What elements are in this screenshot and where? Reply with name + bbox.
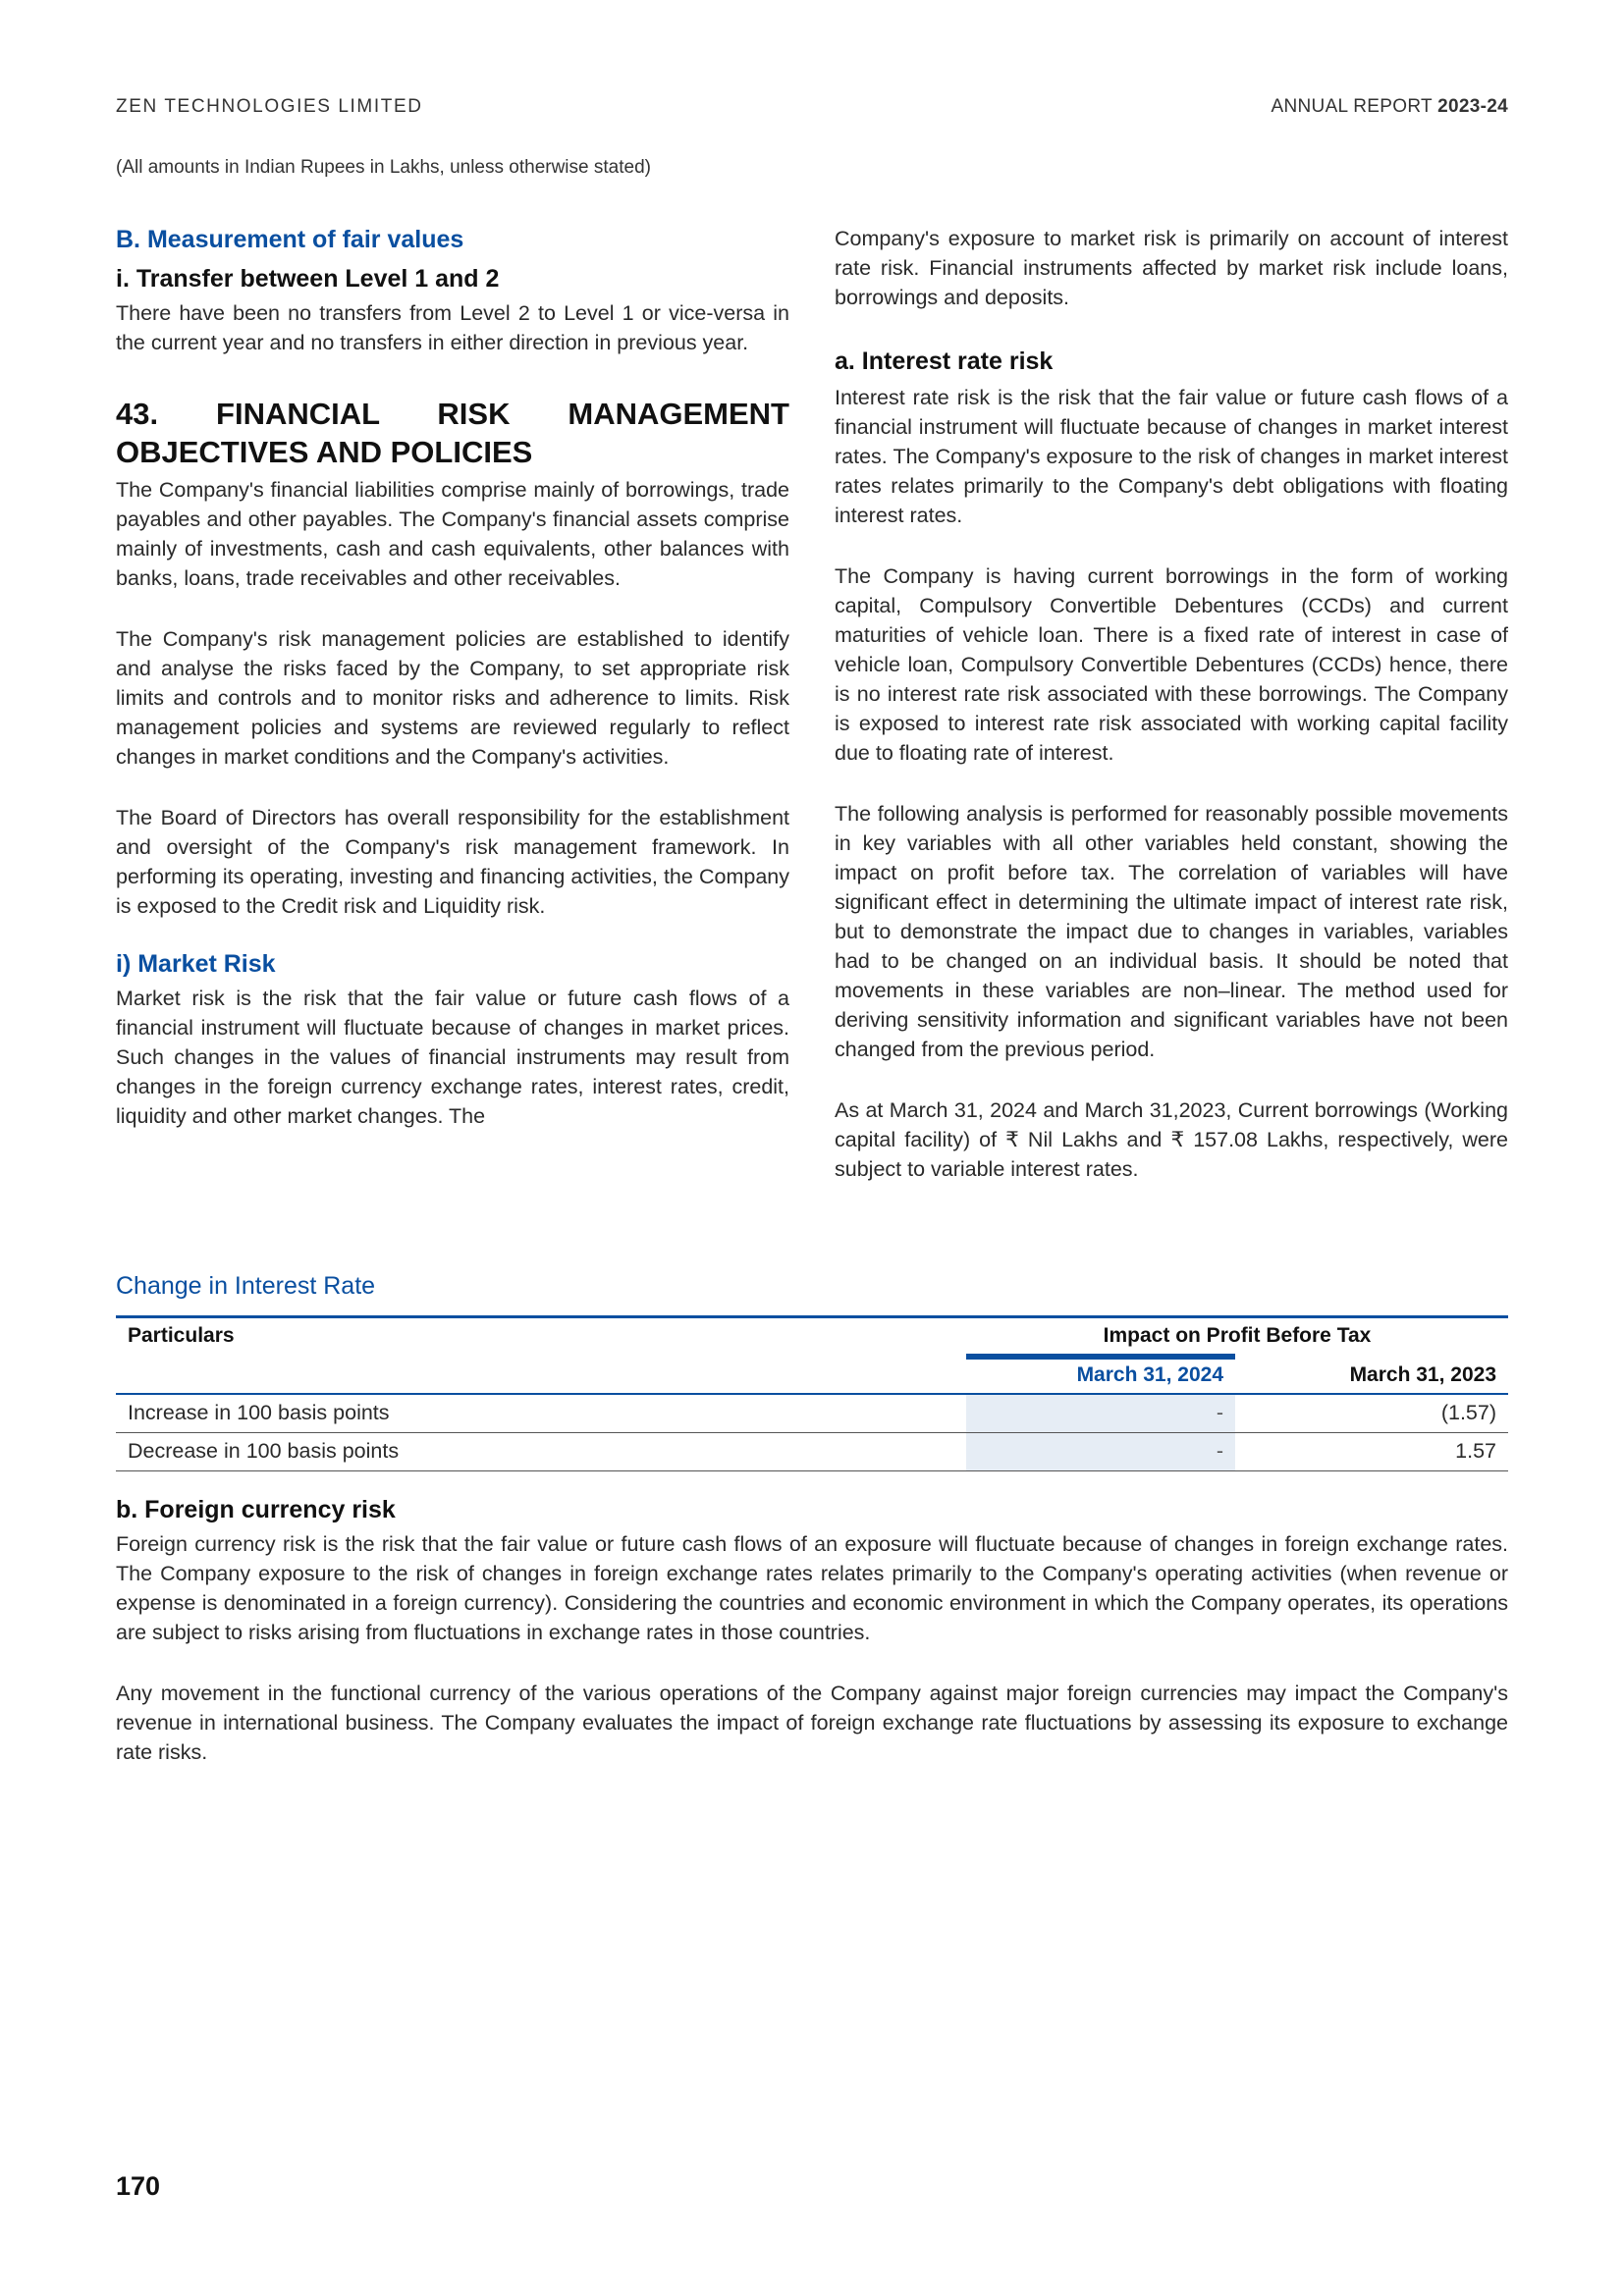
section-b-text: There have been no transfers from Level 2 to Level 1 or vice-versa in the current year and no transfers in either direction in previous year. — [116, 301, 789, 354]
table-header-row-2 — [116, 1356, 1508, 1395]
foreign-currency-title: b. Foreign currency risk — [116, 1496, 396, 1523]
section-43-line1: 43. FINANCIAL RISK MANAGEMENT — [116, 397, 789, 431]
amounts-note: (All amounts in Indian Rupees in Lakhs, unless otherwise stated) — [116, 157, 651, 178]
row-value-2023: (1.57) — [1440, 1401, 1496, 1424]
interest-rate-para-1: Interest rate risk is the risk that the fair value or future cash flows of a financial instrument will fluctuate because of changes in market interest rates. The Company's exposure to the risk of changes in market interest rates relates primarily to the Company's debt obligations with floating interest rates. — [835, 386, 1508, 527]
paragraph-board: The Board of Directors has overall responsibility for the establishment and oversight of the Company's risk management framework. In performing its operating, investing and financing activities, the Company is exposed to the Credit risk and Liquidity risk. — [116, 806, 789, 918]
row-value-2024-cell — [966, 1433, 1235, 1470]
interest-rate-risk-title: a. Interest rate risk — [835, 347, 1054, 375]
interest-rate-table — [116, 1315, 1508, 1471]
foreign-currency-para-2: Any movement in the functional currency of the various operations of the Company against major foreign currencies may impact the Company's revenue in international business. The Company evaluates the impact of foreign exchange rate fluctuations by assessing its exposure to exchange rate risks. — [116, 1682, 1508, 1764]
market-risk-text: Market risk is the risk that the fair value or future cash flows of a financial instrument will fluctuate because of changes in market prices. Such changes in the values of financial instruments may result from changes in the foreign currency exchange rates, interest rates, credit, liquidity and other market changes. The — [116, 987, 789, 1128]
section-b-title: B. Measurement of fair values — [116, 226, 464, 253]
report-title — [1272, 96, 1508, 118]
row-value-2024-cell — [966, 1395, 1235, 1432]
page-number: 170 — [116, 2171, 161, 2201]
table-header-row-1 — [116, 1318, 1508, 1356]
row-label: Decrease in 100 basis points — [128, 1439, 400, 1463]
table-title: Change in Interest Rate — [116, 1272, 376, 1300]
paragraph-liabilities: The Company's financial liabilities comprise mainly of borrowings, trade payables and other payables. The Company's financial assets comprise mainly of investments, cash and cash equivalents, other balances with banks, loans, trade receivables and other receivables. — [116, 478, 789, 590]
table-row — [116, 1395, 1508, 1433]
paragraph-risk-policies: The Company's risk management policies are established to identify and analyse the risks faced by the Company, to set appropriate risk limits and controls and to monitor risks and adherence to limits. Risk management policies and systems are reviewed regularly to reflect changes in market conditions and the Company's activities. — [116, 627, 789, 769]
table-row — [116, 1433, 1508, 1471]
report-year: 2023-24 — [1437, 96, 1508, 117]
market-risk-title: i) Market Risk — [116, 950, 276, 978]
section-43-heading — [116, 395, 789, 471]
interest-rate-para-3: The following analysis is performed for reasonably possible movements in key variables with all other variables held constant, showing the impact on profit before tax. The correlation of variables will have significant effect in determining the ultimate impact of interest rate risk, but to demonstrate the impact due to changes in variables, variables had to be changed on an individual basis. It should be noted that movements in these variables are non–linear. The method used for deriving sensitivity information and significant variables have not been changed from the previous period. — [835, 802, 1508, 1061]
header-march-2024: March 31, 2024 — [1076, 1363, 1223, 1386]
section-b-subtitle: i. Transfer between Level 1 and 2 — [116, 265, 500, 293]
section-43-line2: OBJECTIVES AND POLICIES — [116, 435, 533, 469]
right-column — [835, 224, 1508, 1184]
header-march-2023: March 31, 2023 — [1349, 1363, 1496, 1386]
interest-rate-para-2: The Company is having current borrowings in the form of working capital, Compulsory Convertible Debentures (CCDs) and current maturities of vehicle loan. There is a fixed rate of interest in case of vehicle loan, Compulsory Convertible Debentures (CCDs) hence, there is no interest rate risk associated with these borrowings. The Company is exposed to interest rate risk associated with working capital facility due to floating rate of interest. — [835, 564, 1508, 765]
row-value-2023: 1.57 — [1455, 1439, 1496, 1463]
row-label: Increase in 100 basis points — [128, 1401, 390, 1424]
report-label: ANNUAL REPORT — [1271, 96, 1438, 117]
company-name: ZEN TECHNOLOGIES LIMITED — [116, 96, 423, 117]
foreign-currency-section — [116, 1494, 1508, 1767]
row-value-2024: - — [1216, 1401, 1223, 1424]
header-impact: Impact on Profit Before Tax — [1103, 1324, 1372, 1347]
page-header — [116, 96, 1508, 122]
market-risk-continued: Company's exposure to market risk is primarily on account of interest rate risk. Financial instruments affected by market risk include loans, borrowings and deposits. — [835, 227, 1508, 309]
left-column — [116, 224, 789, 1131]
header-particulars: Particulars — [128, 1324, 235, 1347]
document-page — [116, 0, 1508, 2296]
row-value-2024: - — [1216, 1439, 1223, 1463]
foreign-currency-para-1: Foreign currency risk is the risk that the fair value or future cash flows of an exposure will fluctuate because of changes in foreign exchange rates. The Company exposure to the risk of changes in foreign exchange rates relates primarily to the Company's operating activities (when revenue or expense is denominated in a foreign currency). Considering the countries and economic environment in which the Company operates, its operations are subject to risks arising from fluctuations in exchange rates in those countries. — [116, 1532, 1508, 1644]
interest-rate-para-4: As at March 31, 2024 and March 31,2023, Current borrowings (Working capital facility) of ₹ Nil Lakhs and ₹ 157.08 Lakhs, respectively, were subject to variable interest rates. — [835, 1098, 1508, 1181]
